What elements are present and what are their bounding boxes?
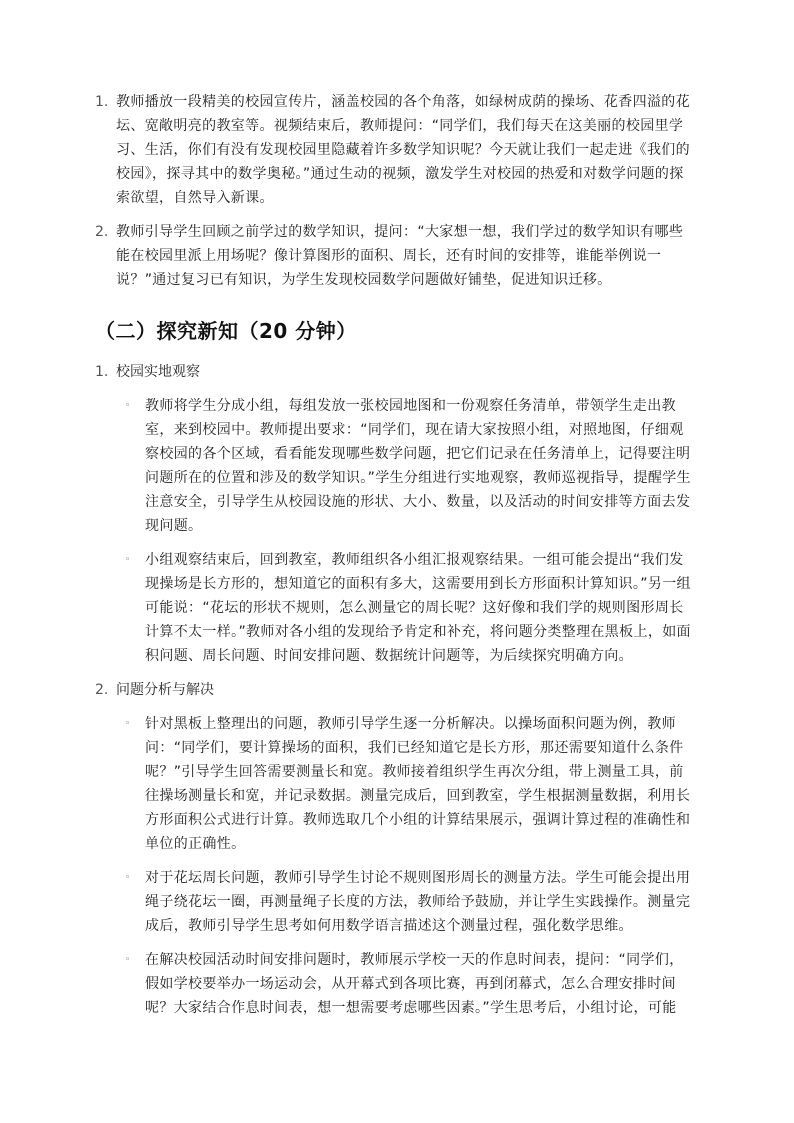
list-number: 1. (95, 364, 109, 380)
bullet-item (125, 866, 695, 938)
paragraph: 教师将学生分成小组，每组发放一张校园地图和一份观察任务清单，带领学生走出教室，来到校园中。教师提出要求：“同学们，现在请大家按照小组，对照地图，仔细观察校园的各个区域，看看能发现哪些数学问题，把它们记录在任务清单上，记得要注明问题所在的位置和涉及的数学知识。”学生分组进行实地观察，教师巡视指导，提醒学生注意安全，引导学生从校园设施的形状、大小、数量，以及活动的时间安排等方面去发现问题。 (145, 398, 691, 534)
bullet-item (125, 712, 695, 856)
section-title: 问题分析与解决 (116, 682, 214, 698)
paragraph: 在解决校园活动时间安排问题时，教师展示学校一天的作息时间表，提问：“同学们，假如学校要举办一场运动会，从开幕式到各项比赛，再到闭幕式，怎么合理安排时间呢？大家结合作息时间表，想一想需要考虑哪些因素。”学生思考后，小组讨论，可能 (145, 952, 684, 1016)
intro-list (95, 90, 695, 292)
bullet-item (125, 394, 695, 538)
intro-item-1 (95, 90, 695, 210)
bullet-marker: ◦ (125, 873, 131, 883)
list-number: 2. (95, 224, 109, 240)
paragraph: 小组观察结束后，回到教室，教师组织各小组汇报观察结果。一组可能会提出“我们发现操场是长方形的，想知道它的面积有多大，这需要用到长方形面积计算知识。”另一组可能说：“花坛的形状不规则，怎么测量它的周长呢？这好像和我们学的规则图形周长计算不太一样。”教师对各小组的发现给予肯定和补充，将问题分类整理在黑板上，如面积问题、周长问题、时间安排问题、数据统计问题等，为后续探究明确方向。 (145, 552, 691, 664)
list-number: 2. (95, 682, 109, 698)
section-title: 校园实地观察 (116, 364, 200, 380)
bullet-marker: ◦ (125, 719, 131, 729)
bullet-marker: ◦ (125, 555, 131, 565)
bullet-list (125, 394, 695, 668)
bullet-item (125, 548, 695, 668)
bullet-marker: ◦ (125, 955, 131, 965)
paragraph: 对于花坛周长问题，教师引导学生讨论不规则图形周长的测量方法。学生可能会提出用绳子绕花坛一圈，再测量绳子长度的方法，教师给予鼓励，并让学生实践操作。测量完成后，教师引导学生思考如何用数学语言描述这个测量过程，强化数学思维。 (145, 870, 691, 934)
intro-item-2 (95, 220, 695, 292)
paragraph: 教师播放一段精美的校园宣传片，涵盖校园的各个角落，如绿树成荫的操场、花香四溢的花坛、宽敞明亮的教室等。视频结束后，教师提问：“同学们，我们每天在这美丽的校园里学习、生活，你们有没有发现校园里隐藏着许多数学知识呢？今天就让我们一起走进《我们的校园》，探寻其中的数学奥秘。”通过生动的视频，激发学生对校园的热爱和对数学问题的探索欲望，自然导入新课。 (116, 94, 690, 206)
bullet-item (125, 948, 695, 1020)
bullet-list (125, 712, 695, 1020)
paragraph: 针对黑板上整理出的问题，教师引导学生逐一分析解决。以操场面积问题为例，教师问：“同学们，要计算操场的面积，我们已经知道它是长方形，那还需要知道什么条件呢？”引导学生回答需要测量长和宽。教师接着组织学生再次分组，带上测量工具，前往操场测量长和宽，并记录数据。测量完成后，回到教室，学生根据测量数据，利用长方形面积公式进行计算。教师选取几个小组的计算结果展示，强调计算过程的准确性和单位的正确性。 (145, 716, 691, 852)
paragraph: 教师引导学生回顾之前学过的数学知识，提问：“大家想一想，我们学过的数学知识有哪些能在校园里派上用场呢？像计算图形的面积、周长，还有时间的安排等，谁能举例说一说？”通过复习已有知识，为学生发现校园数学问题做好铺垫，促进知识迁移。 (116, 224, 684, 288)
section-item-1 (95, 360, 695, 668)
bullet-marker: ◦ (125, 401, 131, 411)
list-number: 1. (95, 94, 109, 110)
section-heading: （二）探究新知（20 分钟） (95, 319, 357, 343)
section-item-2 (95, 678, 695, 1020)
sections-list (95, 360, 695, 1020)
